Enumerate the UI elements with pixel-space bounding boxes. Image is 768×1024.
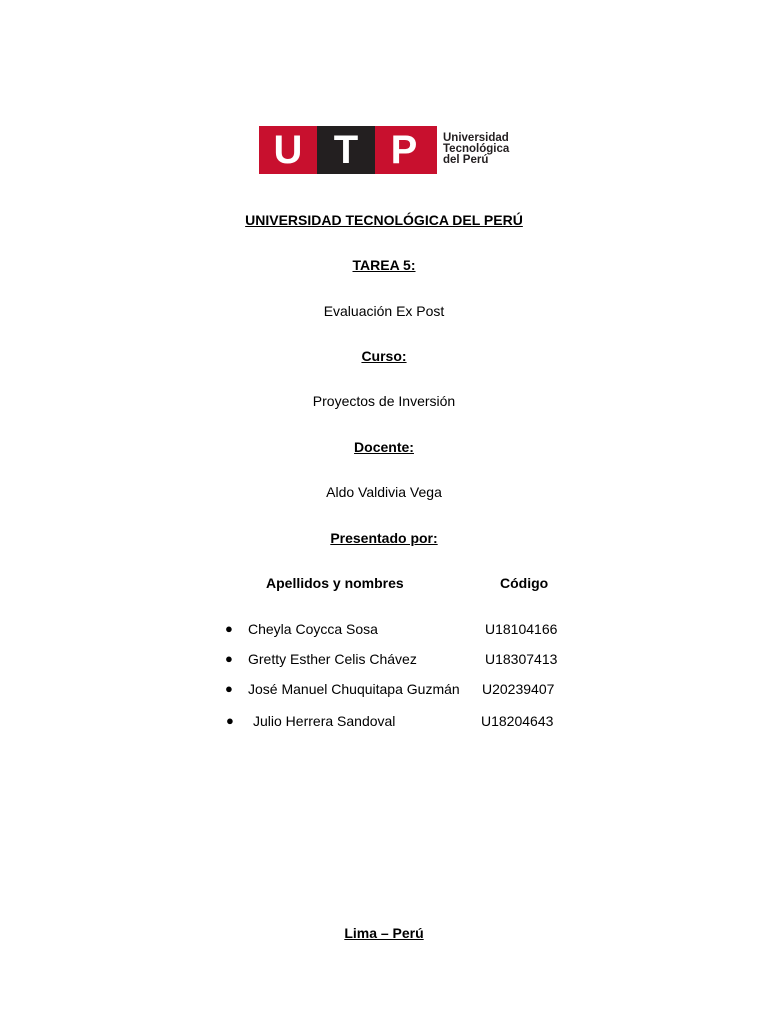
logo-letter-u: U bbox=[273, 128, 303, 172]
member-name: Gretty Esther Celis Chávez bbox=[248, 651, 417, 667]
names-column-header: Apellidos y nombres bbox=[266, 575, 404, 591]
utp-logo bbox=[259, 126, 529, 174]
logo-wordmark-line: Universidad bbox=[443, 132, 509, 144]
location-label: Lima – Perú bbox=[344, 925, 424, 941]
member-code: U18307413 bbox=[485, 651, 558, 667]
bullet-icon: ● bbox=[225, 651, 233, 666]
course-value: Proyectos de Inversión bbox=[312, 393, 456, 409]
teacher-value: Aldo Valdivia Vega bbox=[326, 484, 442, 500]
member-code: U18204643 bbox=[481, 713, 554, 729]
assignment-value: Evaluación Ex Post bbox=[323, 303, 445, 319]
bullet-icon: ● bbox=[226, 713, 234, 728]
member-row bbox=[0, 712, 768, 730]
member-name: Cheyla Coycca Sosa bbox=[248, 621, 378, 637]
university-title: UNIVERSIDAD TECNOLÓGICA DEL PERÚ bbox=[245, 212, 523, 228]
logo-wordmark bbox=[443, 133, 509, 166]
bullet-icon: ● bbox=[225, 681, 233, 696]
logo-letter-p: P bbox=[390, 128, 418, 172]
member-code: U20239407 bbox=[482, 681, 555, 697]
course-label: Curso: bbox=[361, 348, 407, 364]
logo-wordmark-line: Tecnológica bbox=[443, 143, 510, 155]
member-row bbox=[0, 680, 768, 698]
presented-by-label: Presentado por: bbox=[330, 530, 438, 546]
member-row bbox=[0, 650, 768, 668]
logo-letter-t: T bbox=[333, 128, 359, 172]
member-row bbox=[0, 620, 768, 638]
member-code: U18104166 bbox=[485, 621, 558, 637]
teacher-label: Docente: bbox=[354, 439, 414, 455]
member-name: Julio Herrera Sandoval bbox=[253, 713, 396, 729]
code-column-header: Código bbox=[500, 575, 549, 591]
member-name: José Manuel Chuquitapa Guzmán bbox=[248, 681, 460, 697]
assignment-label: TAREA 5: bbox=[352, 257, 416, 273]
bullet-icon: ● bbox=[225, 621, 233, 636]
logo-wordmark-line: del Perú bbox=[443, 154, 489, 166]
